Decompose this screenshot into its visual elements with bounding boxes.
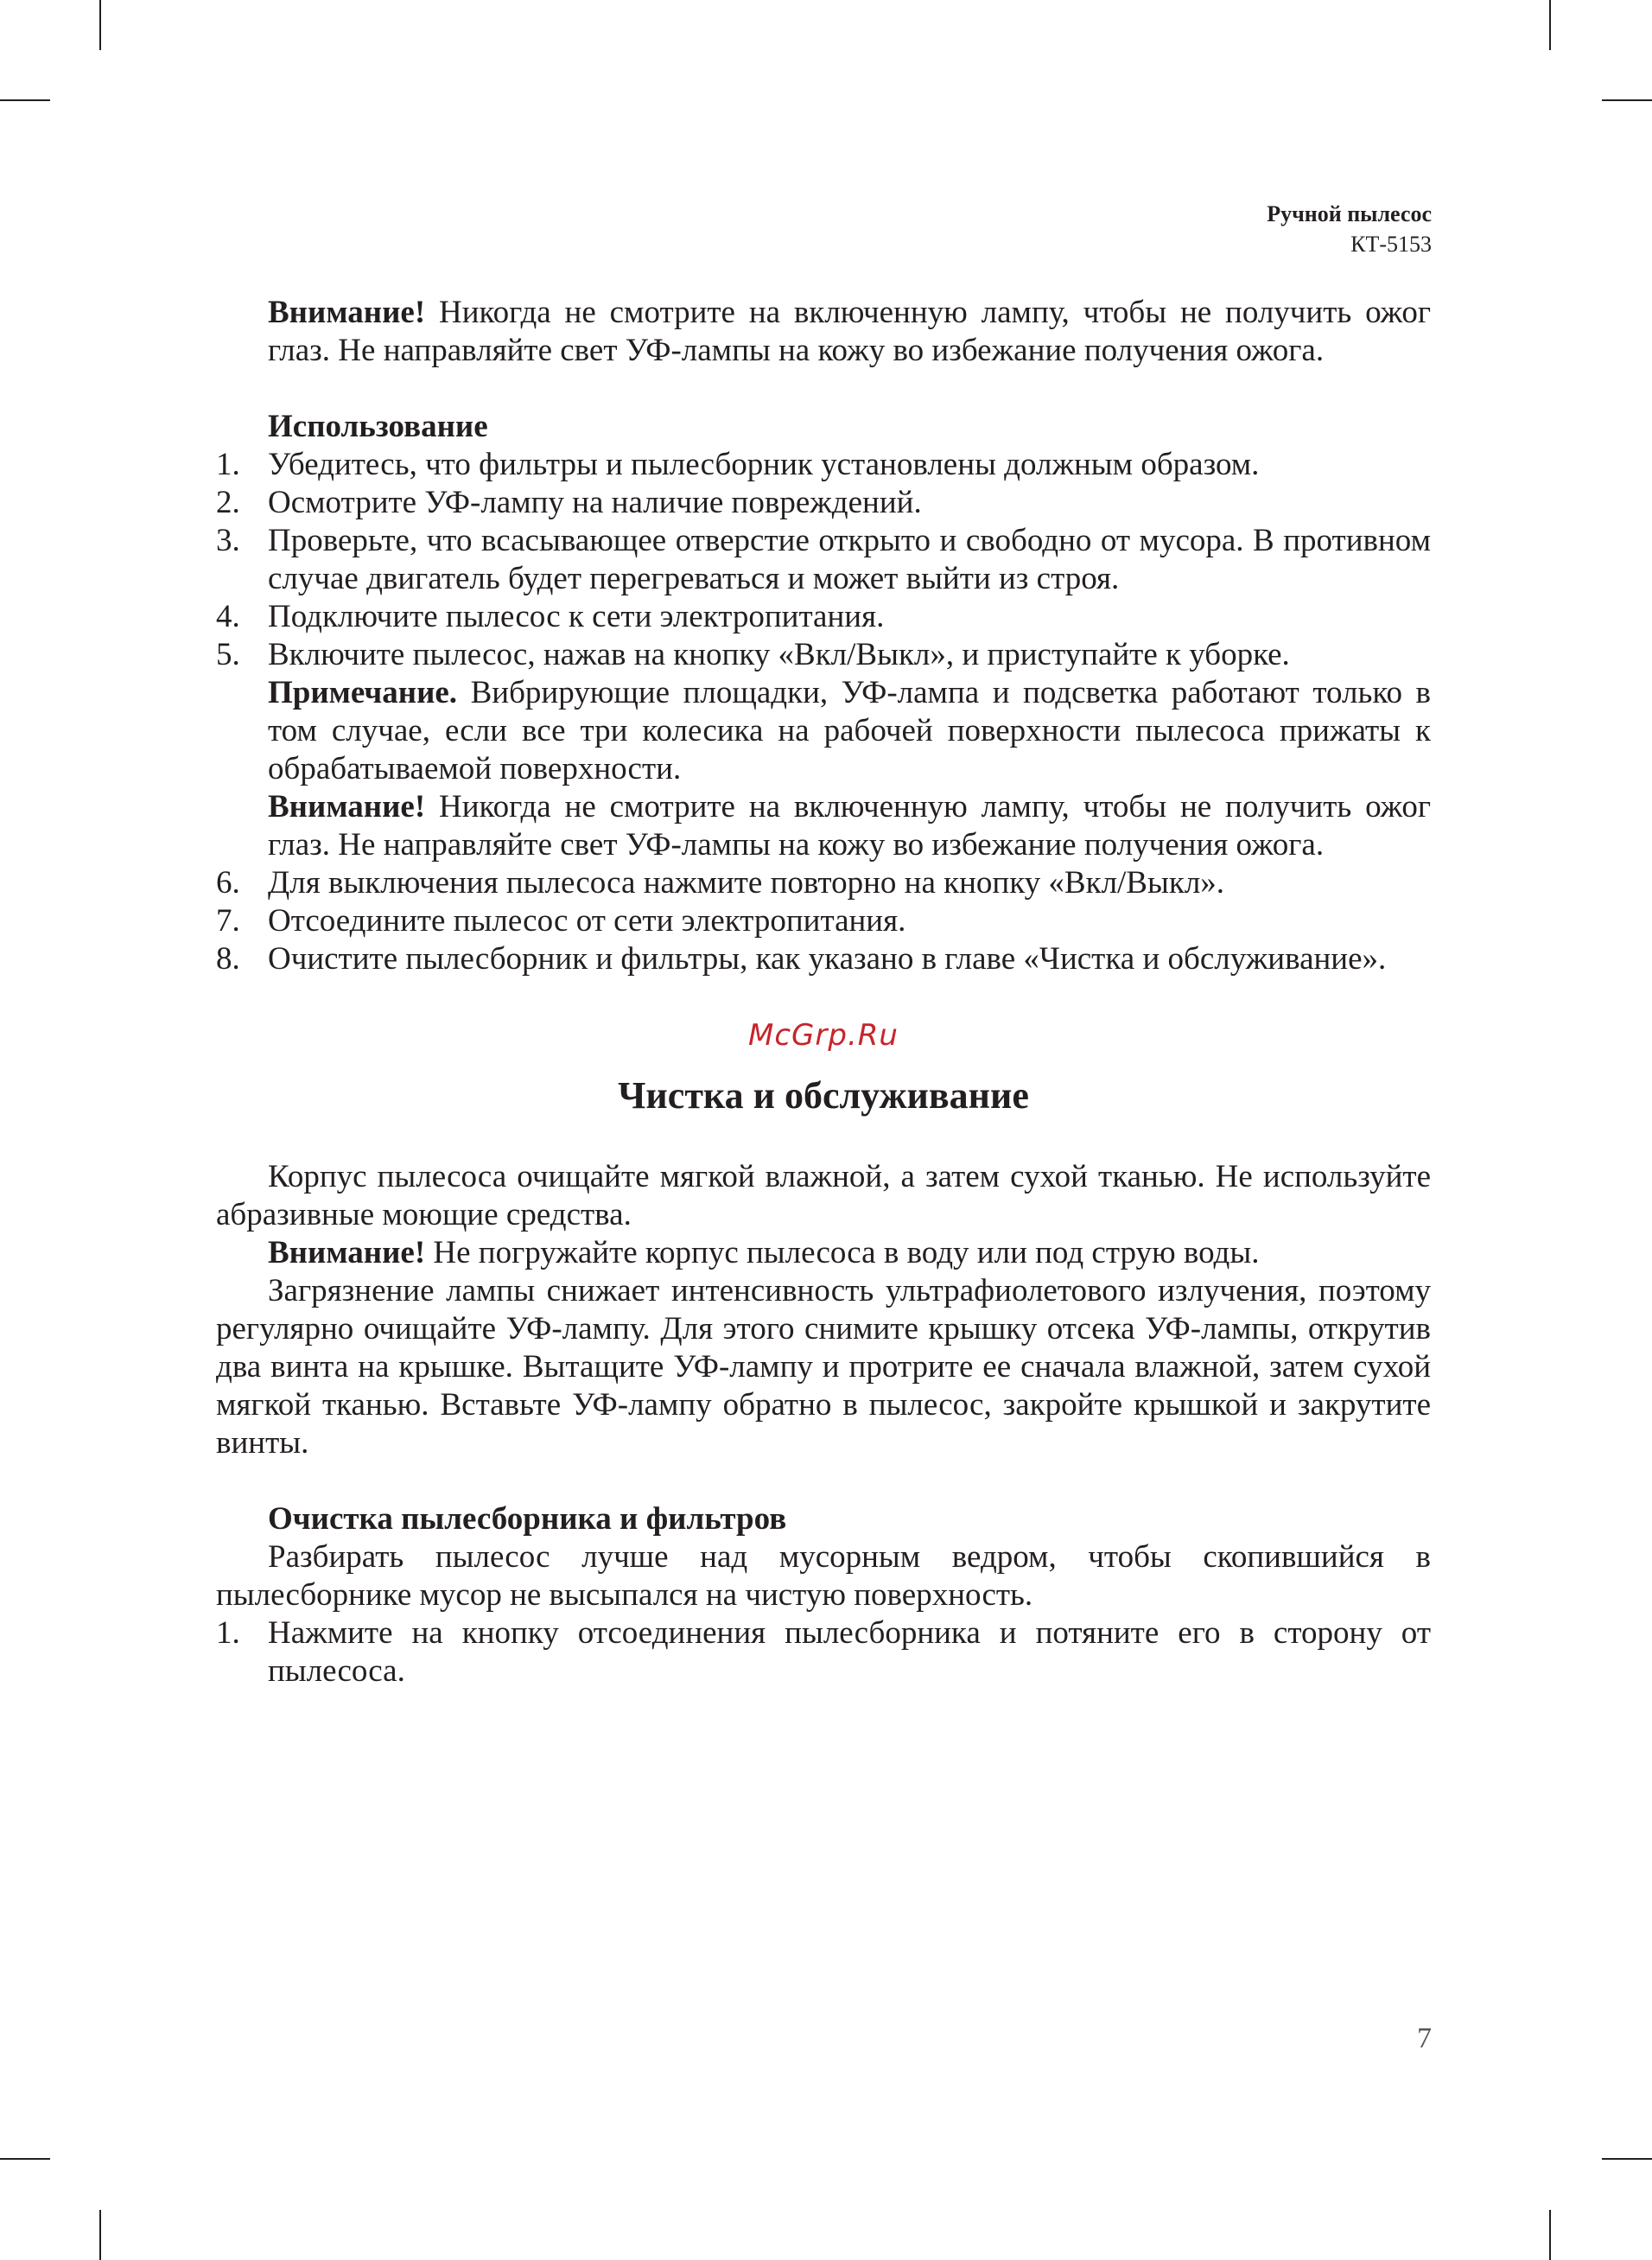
note-paragraph [216,674,1431,788]
note-text: Вибрирующие площадки, УФ-лампа и подсветка работают только в том случае, если все три колесика на рабочей поверхности пылесоса прижаты к обрабатываемой поверхности. [268,675,1431,786]
warning-paragraph [216,294,1431,370]
crop-mark [0,99,50,101]
list-item-text: Очистите пылесборник и фильтры, как указано в главе «Чистка и обслуживание». [268,941,1387,977]
warning-label: Внимание! [268,1235,426,1270]
page-content [216,294,1431,1690]
list-item [216,940,1431,978]
list-item-number: 6. [216,865,240,901]
list-item [216,636,1431,674]
warning-paragraph [216,1234,1431,1272]
usage-list [216,446,1431,674]
note-label: Примечание. [268,675,458,710]
warning-paragraph [216,788,1431,864]
crop-mark [99,0,101,50]
list-item [216,1614,1431,1690]
list-item-number: 8. [216,941,240,977]
list-item-text: Включите пылесос, нажав на кнопку «Вкл/Выкл», и приступайте к уборке. [268,637,1290,672]
list-item-number: 7. [216,903,240,939]
warning-label: Внимание! [268,789,426,824]
list-item-text: Нажмите на кнопку отсоединения пылесборника и потяните его в сторону от пылесоса. [268,1615,1431,1689]
list-item-text: Подключите пылесос к сети электропитания. [268,599,885,634]
list-item-text: Осмотрите УФ-лампу на наличие повреждений. [268,485,922,520]
warning-label: Внимание! [268,295,426,330]
filters-list [216,1614,1431,1690]
running-head [1267,199,1432,259]
paragraph: Корпус пылесоса очищайте мягкой влажной, а затем сухой тканью. Не используйте абразивные моющие средства. [216,1159,1431,1232]
crop-mark [99,2210,101,2260]
spacer [216,1462,1431,1500]
paragraph: Разбирать пылесос лучше над мусорным ведром, чтобы скопившийся в пылесборнике мусор не высыпался на чистую поверхность. [216,1539,1431,1613]
list-item-text: Для выключения пылесоса нажмите повторно на кнопку «Вкл/Выкл». [268,865,1225,901]
list-item [216,598,1431,636]
filters-heading [216,1500,1431,1538]
list-item-number: 1. [216,447,240,482]
watermark-link[interactable]: McGrp.Ru [748,1018,899,1053]
filters-heading-text: Очистка пылесборника и фильтров [268,1501,787,1537]
list-item [216,484,1431,522]
crop-mark [1602,99,1652,101]
list-item-number: 2. [216,485,240,520]
crop-mark [1602,2158,1652,2160]
list-item-text: Убедитесь, что фильтры и пылесборник установлены должным образом. [268,447,1260,482]
warning-text: Никогда не смотрите на включенную лампу, чтобы не получить ожог глаз. Не направляйте свет УФ-лампы на кожу во избежание получения ожога. [268,789,1431,863]
list-item-text: Проверьте, что всасывающее отверстие открыто и свободно от мусора. В противном случае двигатель будет перегреваться и может выйти из строя. [268,523,1431,596]
paragraph: Загрязнение лампы снижает интенсивность ультрафиолетового излучения, поэтому регулярно очищайте УФ-лампу. Для этого снимите крышку отсека УФ-лампы, открутив два винта на крышке. Вытащите УФ-лампу и протрите ее сначала влажной, затем сухой мягкой тканью. Вставьте УФ-лампу обратно в пылесос, закройте крышкой и закрутите винты. [216,1273,1431,1461]
usage-list-continued [216,864,1431,978]
usage-heading [216,408,1431,446]
list-item-number: 5. [216,637,240,672]
usage-heading-text: Использование [268,409,488,444]
warning-text: Никогда не смотрите на включенную лампу, чтобы не получить ожог глаз. Не направляйте свет УФ-лампы на кожу во избежание получения ожога. [268,295,1431,368]
running-head-model: КТ-5153 [1350,232,1432,257]
list-item-text: Отсоедините пылесос от сети электропитания. [268,903,906,939]
running-head-title: Ручной пылесос [1267,201,1432,226]
crop-mark [1549,0,1551,50]
list-item [216,446,1431,484]
crop-mark [0,2158,50,2160]
list-item-number: 4. [216,599,240,634]
warning-text: Не погружайте корпус пылесоса в воду или под струю воды. [425,1235,1260,1270]
crop-mark [1549,2210,1551,2260]
list-item-number: 1. [216,1615,240,1651]
spacer [216,370,1431,408]
list-item [216,864,1431,902]
list-item-number: 3. [216,523,240,558]
list-item [216,522,1431,598]
section-title: Чистка и обслуживание [618,1074,1029,1117]
list-item [216,902,1431,940]
page-number: 7 [1417,2022,1432,2054]
